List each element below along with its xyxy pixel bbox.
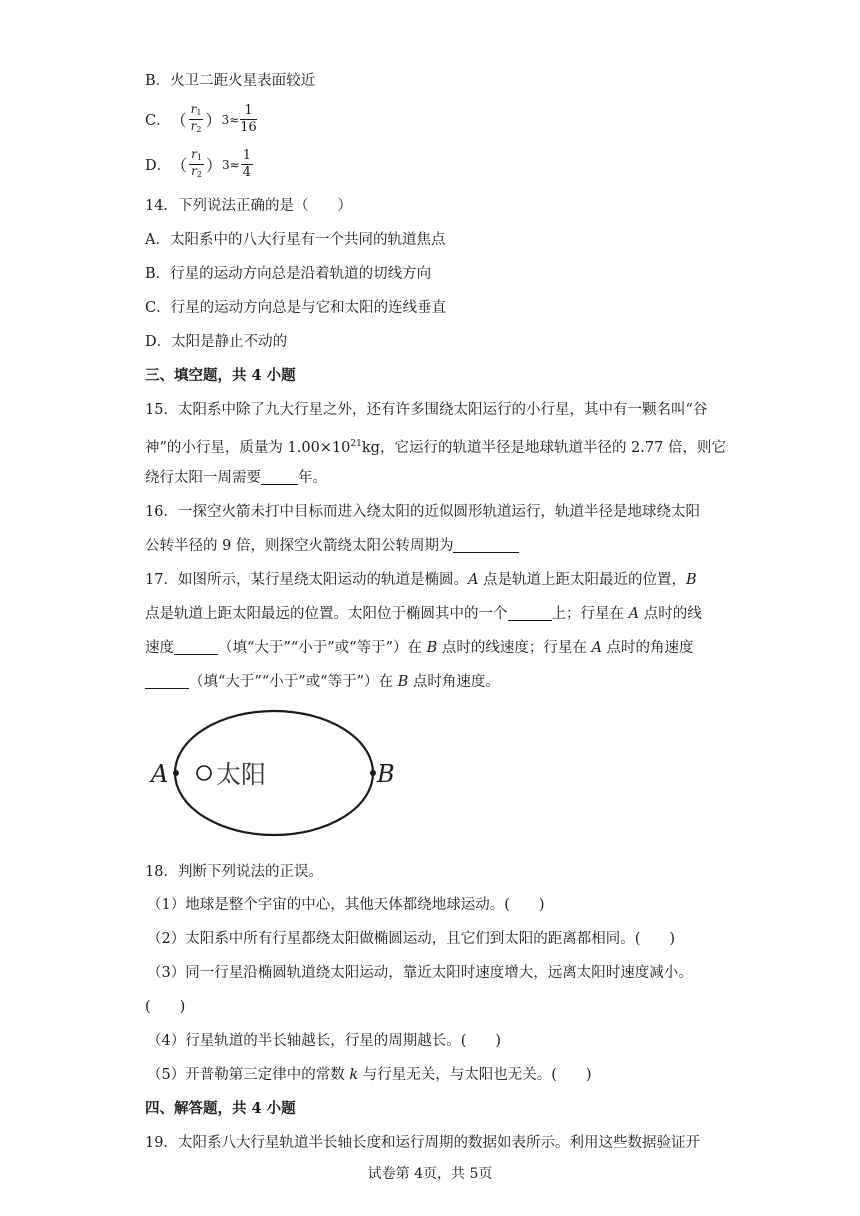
point-a-var: A	[467, 572, 479, 588]
q13-option-d-fraction	[241, 148, 253, 181]
q18-item-3-paren: ( )	[145, 999, 186, 1015]
q14-stem: 14．下列说法正确的是（ ）	[145, 198, 352, 214]
sun-label: 太阳	[216, 760, 267, 789]
q17-line-4	[145, 672, 500, 692]
q13-option-c-rparen: ）	[205, 111, 222, 130]
q14-option-b: B．行星的运动方向总是沿着轨道的切线方向	[145, 266, 432, 282]
q17-text: 速度	[145, 640, 174, 656]
q15-answer-blank[interactable]	[261, 469, 298, 485]
section-3-title: 三、填空题，共 4 小题	[145, 367, 296, 384]
q15-line-2	[145, 434, 726, 458]
q17-text: 点时的线速度；行星在	[437, 640, 592, 656]
point-b-var: B	[426, 640, 438, 656]
orbit-ellipse	[175, 711, 373, 835]
point-a-var: A	[591, 640, 602, 656]
q18-item-5	[147, 1065, 592, 1085]
q15-line-1: 15．太阳系中除了九大行星之外，还有许多围绕太阳运行的小行星，其中有一颗名叫“谷	[145, 402, 708, 418]
q15-line-3-b: 年。	[298, 470, 327, 486]
r2-subscript: 2	[196, 170, 202, 179]
q17-text: 点是轨道上距太阳最近的位置，	[478, 572, 687, 588]
q17-blank-angular-speed[interactable]	[145, 673, 189, 689]
sun-circle	[197, 766, 211, 780]
section-4-title: 四、解答题，共 4 小题	[145, 1100, 296, 1117]
q15-line-2-a: 神”的小行星，质量为 1.00×10	[145, 439, 351, 456]
q13-option-c-num: 1	[240, 103, 257, 120]
q17-line-1	[145, 570, 697, 590]
r1-subscript: 1	[196, 153, 202, 162]
q13-option-b: B．火卫二距火星表面较近	[145, 73, 316, 89]
q14-option-c: C．行星的运动方向总是与它和太阳的连线垂直	[145, 300, 447, 316]
q17-text: 点时的角速度	[601, 640, 694, 656]
q18-stem: 18．判断下列说法的正误。	[145, 864, 323, 880]
q13-option-c	[145, 103, 257, 136]
q13-option-d-lparen: （	[171, 156, 188, 175]
constant-k-var: k	[349, 1067, 359, 1083]
q15-line-3-a: 绕行太阳一周需要	[145, 470, 261, 486]
point-b-dot	[370, 770, 376, 776]
q13-option-d-label: D．	[145, 158, 172, 174]
q15-exponent: 21	[350, 439, 362, 449]
point-b-var: B	[686, 572, 697, 588]
q17-text: 点时角速度。	[408, 674, 500, 690]
q13-option-d-cube: 3≈	[222, 157, 240, 172]
point-b-var: B	[397, 674, 409, 690]
q17-text: 17．如图所示，某行星绕太阳运动的轨道是椭圆。	[145, 572, 468, 588]
point-a-dot	[173, 770, 179, 776]
q18-item-5-b: 与行星无关，与太阳也无关。( )	[358, 1067, 592, 1083]
q13-option-c-lparen: （	[170, 111, 187, 130]
q13-option-d	[145, 148, 253, 181]
r1-subscript: 1	[196, 108, 202, 117]
q13-option-c-label: C．	[145, 113, 171, 129]
q13-option-d-num: 1	[242, 148, 251, 163]
q19-line-1: 19．太阳系八大行星轨道半长轴长度和运行周期的数据如表所示。利用这些数据验证开	[145, 1135, 700, 1151]
q17-blank-focus[interactable]	[508, 605, 552, 621]
q17-text: （填“大于”“小于”或“等于”）在	[218, 640, 427, 656]
page-footer: 试卷第 4页，共 5页	[367, 1166, 493, 1182]
point-a-var: A	[628, 606, 640, 622]
q13-option-c-den: 16	[240, 120, 257, 135]
r2-subscript: 2	[196, 125, 202, 134]
q16-line-2-text: 公转半径的 9 倍，则探空火箭绕太阳公转周期为	[145, 538, 454, 554]
q16-line-1: 16．一探空火箭未打中目标而进入绕太阳的近似圆形轨道运行，轨道半径是地球绕太阳	[145, 504, 700, 520]
q18-item-4: （4）行星轨道的半长轴越长，行星的周期越长。( )	[147, 1033, 502, 1049]
q18-item-3: （3）同一行星沿椭圆轨道绕太阳运动，靠近太阳时速度增大，远离太阳时速度减小。	[147, 965, 693, 981]
q17-line-3	[145, 638, 694, 658]
q13-option-c-cube: 3≈	[221, 112, 240, 127]
q14-option-a: A．太阳系中的八大行星有一个共同的轨道焦点	[145, 232, 446, 248]
q15-line-2-b: kg，它运行的轨道半径是地球轨道半径的 2.77 倍，则它	[361, 439, 726, 456]
q13-option-d-rparen: ）	[206, 156, 223, 175]
r1-symbol: r	[190, 102, 197, 116]
r2-symbol: r	[190, 119, 197, 133]
q13-option-c-ratio	[189, 103, 204, 136]
q18-item-2: （2）太阳系中所有行星都绕太阳做椭圆运动，且它们到太阳的距离都相同。( )	[147, 931, 676, 947]
q16-line-2	[145, 536, 519, 556]
q14-option-d: D．太阳是静止不动的	[145, 334, 288, 350]
label-a: A	[151, 760, 169, 788]
q17-text: 上；行星在	[551, 606, 629, 622]
q17-text: 点是轨道上距太阳最远的位置。太阳位于椭圆其中的一个	[145, 606, 508, 622]
q16-answer-blank[interactable]	[453, 537, 519, 553]
q17-line-2	[145, 604, 702, 624]
r2-symbol: r	[191, 164, 197, 178]
q13-option-c-fraction	[240, 103, 257, 136]
q18-item-5-a: （5）开普勒第三定律中的常数	[147, 1067, 350, 1083]
label-b: B	[377, 760, 395, 788]
q15-line-3	[145, 468, 327, 488]
r1-symbol: r	[191, 147, 197, 161]
q18-item-1: （1）地球是整个宇宙的中心，其他天体都绕地球运动。( )	[147, 897, 545, 913]
q17-text: （填“大于”“小于”或“等于”）在	[189, 674, 398, 690]
q13-option-d-den: 4	[242, 165, 251, 180]
orbit-figure	[145, 703, 410, 843]
q13-option-d-ratio	[189, 148, 204, 181]
q17-blank-linear-speed[interactable]	[174, 639, 218, 655]
q17-text: 点时的线	[639, 606, 702, 622]
